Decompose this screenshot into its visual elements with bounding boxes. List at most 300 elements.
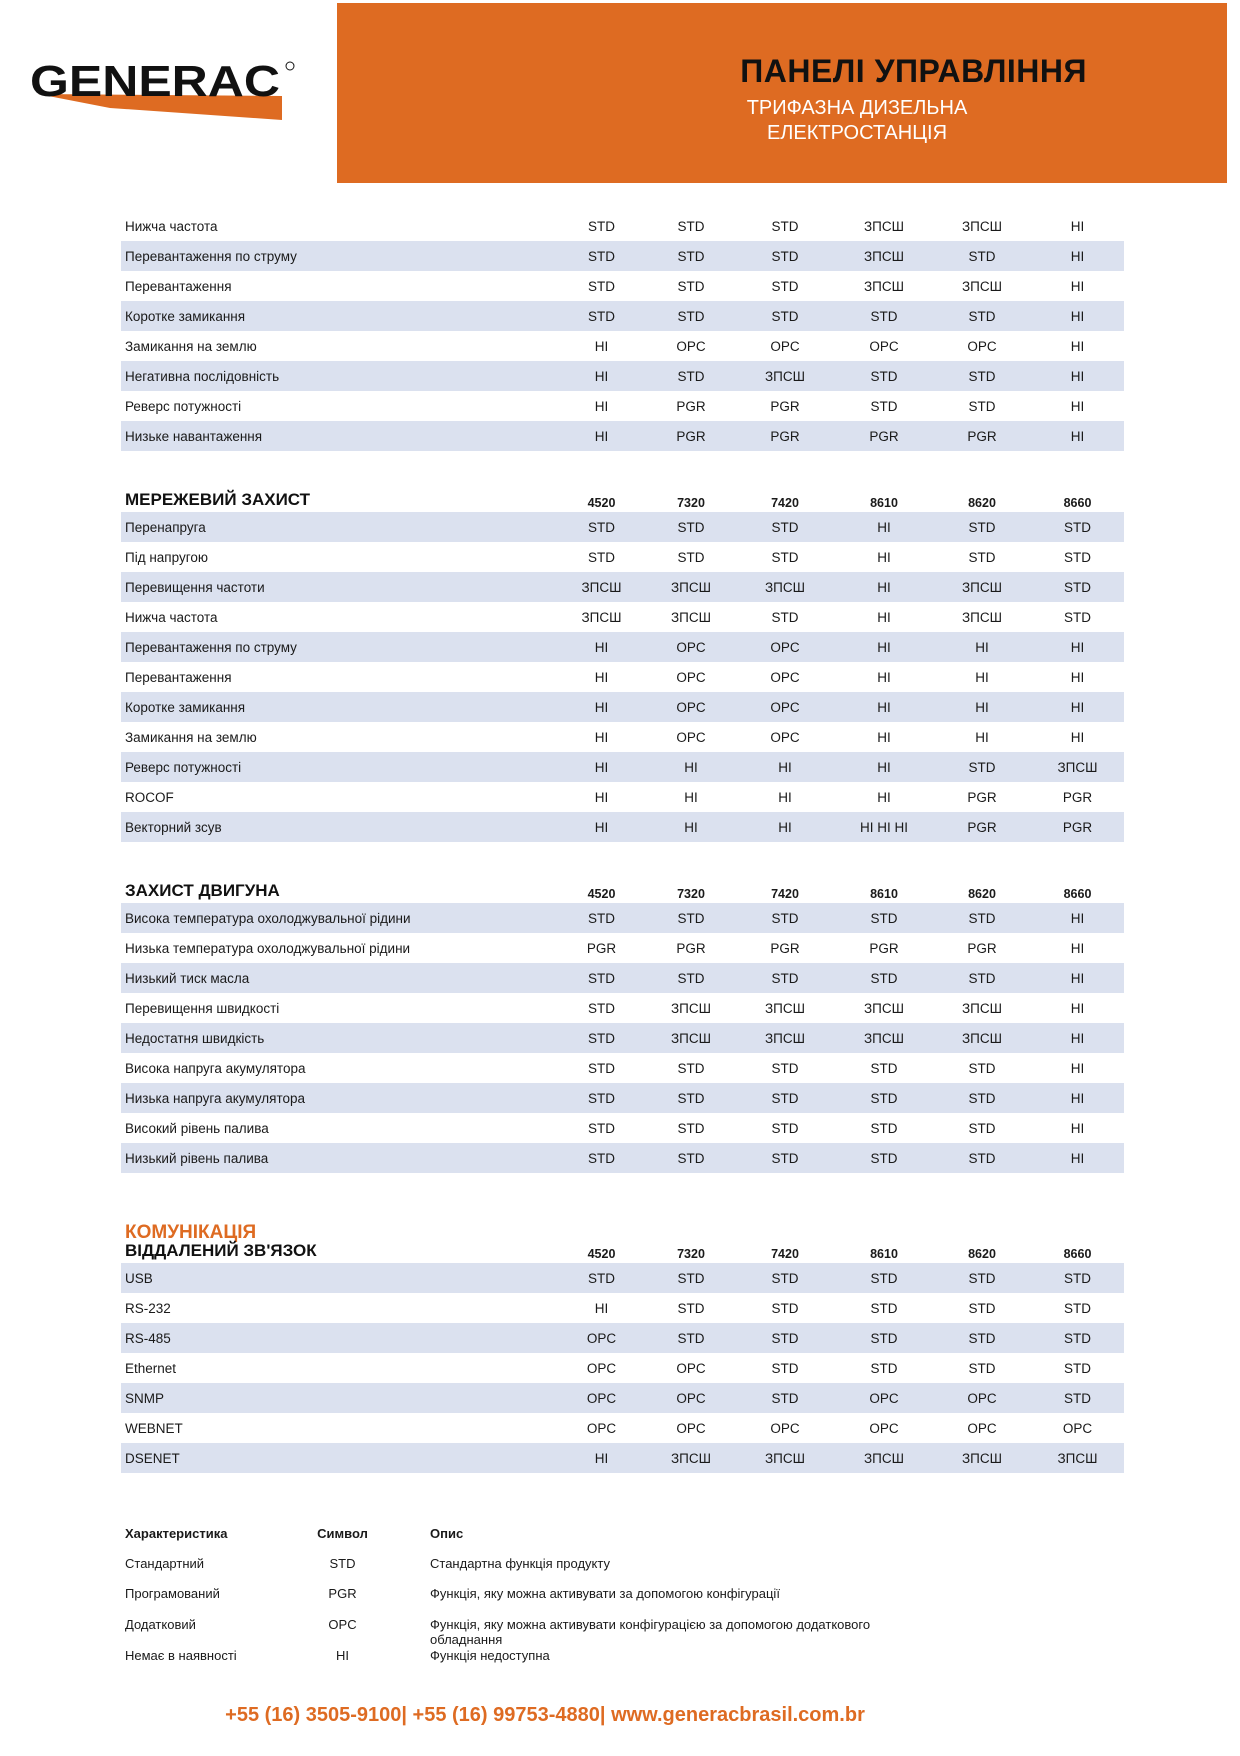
cell-value: STD — [968, 398, 996, 414]
cell-value: STD — [677, 519, 705, 535]
cell-value: STD — [870, 1060, 898, 1076]
cell-value: STD — [771, 910, 799, 926]
cell-value: STD — [870, 1330, 898, 1346]
table-row — [121, 211, 1124, 241]
cell-value: OPC — [676, 729, 706, 745]
cell-value: HI — [594, 428, 609, 444]
cell-value: STD — [588, 1150, 615, 1166]
row-label: Низький тиск масла — [125, 970, 250, 986]
model-header: 8660 — [1063, 496, 1092, 510]
cell-value: HI — [1070, 368, 1085, 384]
cell-value: STD — [588, 1030, 615, 1046]
cell-value: STD — [588, 1270, 615, 1286]
model-header: 8620 — [968, 1247, 996, 1261]
row-label: Коротке замикання — [125, 308, 246, 324]
cell-value: STD — [968, 759, 996, 775]
cell-value: ЗПСШ — [864, 1450, 904, 1466]
cell-value: STD — [968, 1300, 996, 1316]
row-label: Низька температура охолоджувальної рідини — [125, 940, 411, 956]
cell-value: STD — [968, 368, 996, 384]
cell-value: STD — [771, 248, 799, 264]
cell-value: HI — [877, 789, 891, 805]
legend-header-description: Опис — [430, 1526, 464, 1541]
row-label: SNMP — [125, 1390, 165, 1406]
cell-value: STD — [677, 368, 705, 384]
row-label: Реверс потужності — [125, 759, 242, 775]
table-row — [121, 993, 1124, 1023]
cell-value: ЗПСШ — [671, 609, 711, 625]
cell-value: STD — [771, 1390, 799, 1406]
cell-value: OPC — [967, 1390, 997, 1406]
row-label: Реверс потужності — [125, 398, 242, 414]
section-title: ВІДДАЛЕНИЙ ЗВ'ЯЗОК — [125, 1241, 317, 1260]
cell-value: HI — [877, 549, 891, 565]
row-label: WEBNET — [125, 1420, 183, 1436]
cell-value: STD — [968, 1060, 996, 1076]
cell-value: HI — [877, 579, 891, 595]
table-row — [121, 1293, 1124, 1323]
legend-description: Функція, яку можна активувати за допомогою конфігурації — [430, 1586, 780, 1601]
cell-value: ЗПСШ — [671, 1450, 711, 1466]
cell-value: HI — [684, 789, 698, 805]
table-row — [121, 1323, 1124, 1353]
table-row — [121, 662, 1124, 692]
engine-protection-table — [121, 875, 1124, 1173]
cell-value: STD — [870, 1270, 898, 1286]
cell-value: STD — [588, 1120, 615, 1136]
cell-value: ЗПСШ — [765, 1000, 805, 1016]
cell-value: STD — [771, 609, 799, 625]
cell-value: ЗПСШ — [1057, 1450, 1098, 1466]
cell-value: HI — [778, 759, 792, 775]
cell-value: STD — [968, 1120, 996, 1136]
row-label: Коротке замикання — [125, 699, 246, 715]
cell-value: OPC — [770, 699, 800, 715]
row-label: Нижча частота — [125, 218, 218, 234]
cell-value: STD — [1064, 1270, 1091, 1286]
cell-value: HI — [1070, 308, 1085, 324]
cell-value: ЗПСШ — [962, 1450, 1002, 1466]
table-header — [121, 875, 1124, 903]
cell-value: STD — [677, 1270, 705, 1286]
cell-value: STD — [968, 970, 996, 986]
cell-value: OPC — [1062, 1420, 1093, 1436]
cell-value: ЗПСШ — [864, 278, 904, 294]
cell-value: STD — [1064, 1360, 1091, 1376]
row-label: Нижча частота — [125, 609, 218, 625]
table-row — [121, 1383, 1124, 1413]
cell-value: STD — [870, 368, 898, 384]
cell-value: HI — [975, 699, 989, 715]
row-label: USB — [125, 1270, 153, 1286]
cell-value: ЗПСШ — [671, 1030, 711, 1046]
cell-value: PGR — [1062, 819, 1093, 835]
model-header: 7420 — [771, 1247, 799, 1261]
row-label: Негативна послідовність — [125, 368, 280, 384]
model-header: 4520 — [587, 887, 616, 901]
model-header: 8620 — [968, 496, 996, 510]
cell-value: HI HI HI — [859, 819, 908, 835]
cell-value: HI — [1070, 669, 1085, 685]
cell-value: HI — [1070, 970, 1085, 986]
section-title: ЗАХИСТ ДВИГУНА — [125, 881, 280, 900]
legend-symbol: STD — [329, 1556, 356, 1571]
cell-value: OPC — [869, 1390, 899, 1406]
cell-value: HI — [1070, 218, 1085, 234]
cell-value: STD — [771, 1300, 799, 1316]
model-header: 7420 — [771, 496, 799, 510]
cell-value: OPC — [869, 1420, 899, 1436]
cell-value: OPC — [586, 1390, 617, 1406]
cell-value: OPC — [770, 338, 800, 354]
table-row — [121, 1143, 1124, 1173]
page-subtitle-line1: ТРИФАЗНА ДИЗЕЛЬНА — [746, 97, 968, 119]
cell-value: STD — [588, 910, 615, 926]
cell-value: PGR — [676, 940, 706, 956]
table-row — [121, 391, 1124, 421]
table-header — [121, 1235, 1124, 1263]
cell-value: STD — [588, 549, 615, 565]
cell-value: HI — [1070, 1000, 1085, 1016]
cell-value: OPC — [676, 338, 706, 354]
cell-value: STD — [771, 970, 799, 986]
row-label: Замикання на землю — [125, 338, 257, 354]
legend-row — [125, 1586, 1025, 1617]
row-label: Перевантаження — [125, 669, 232, 685]
cell-value: STD — [968, 1360, 996, 1376]
row-label: Під напругою — [125, 549, 208, 565]
cell-value: PGR — [770, 398, 800, 414]
row-label: Ethernet — [125, 1360, 177, 1376]
cell-value: HI — [1070, 278, 1085, 294]
cell-value: STD — [1064, 609, 1091, 625]
cell-value: STD — [870, 398, 898, 414]
table-row — [121, 1413, 1124, 1443]
cell-value: HI — [594, 819, 609, 835]
cell-value: STD — [968, 549, 996, 565]
cell-value: STD — [968, 1270, 996, 1286]
cell-value: STD — [870, 970, 898, 986]
cell-value: STD — [968, 1090, 996, 1106]
cell-value: ЗПСШ — [864, 248, 904, 264]
cell-value: STD — [771, 1270, 799, 1286]
cell-value: HI — [778, 789, 792, 805]
table-row — [121, 241, 1124, 271]
cell-value: STD — [1064, 519, 1091, 535]
page-subtitle-line2: ЕЛЕКТРОСТАНЦІЯ — [766, 122, 948, 144]
cell-value: ЗПСШ — [765, 1450, 805, 1466]
cell-value: STD — [588, 308, 615, 324]
legend-row — [125, 1648, 1025, 1678]
cell-value: STD — [968, 1150, 996, 1166]
legend-symbol: PGR — [328, 1586, 357, 1601]
cell-value: OPC — [967, 1420, 997, 1436]
cell-value: HI — [684, 759, 698, 775]
generator-protection-table — [121, 211, 1124, 451]
cell-value: STD — [1064, 1300, 1091, 1316]
cell-value: HI — [778, 819, 792, 835]
cell-value: STD — [968, 519, 996, 535]
cell-value: ЗПСШ — [864, 218, 904, 234]
cell-value: OPC — [676, 1390, 706, 1406]
row-label: DSENET — [125, 1450, 180, 1466]
cell-value: STD — [870, 1090, 898, 1106]
cell-value: STD — [1064, 579, 1091, 595]
cell-value: PGR — [967, 819, 997, 835]
cell-value: STD — [968, 248, 996, 264]
cell-value: STD — [870, 1300, 898, 1316]
cell-value: OPC — [586, 1330, 617, 1346]
cell-value: ЗПСШ — [671, 1000, 711, 1016]
table-row — [121, 963, 1124, 993]
cell-value: STD — [771, 1330, 799, 1346]
cell-value: STD — [588, 519, 615, 535]
legend-header-symbol: Символ — [317, 1526, 368, 1541]
cell-value: STD — [677, 278, 705, 294]
cell-value: HI — [1070, 338, 1085, 354]
cell-value: STD — [588, 248, 615, 264]
cell-value: ЗПСШ — [962, 278, 1002, 294]
legend-row — [125, 1556, 1025, 1586]
table-row — [121, 1113, 1124, 1143]
table-row — [121, 782, 1124, 812]
cell-value: STD — [588, 1090, 615, 1106]
cell-value: HI — [877, 759, 891, 775]
row-label: Векторний зсув — [125, 819, 222, 835]
cell-value: STD — [588, 278, 615, 294]
row-label: RS-232 — [125, 1300, 171, 1316]
legend-feature: Додатковий — [125, 1617, 196, 1632]
table-row — [121, 421, 1124, 451]
cell-value: HI — [594, 699, 609, 715]
model-header: 7320 — [677, 1247, 705, 1261]
cell-value: ЗПСШ — [671, 579, 711, 595]
cell-value: STD — [968, 910, 996, 926]
cell-value: ЗПСШ — [962, 1000, 1002, 1016]
cell-value: STD — [771, 278, 799, 294]
cell-value: PGR — [676, 428, 706, 444]
cell-value: HI — [877, 669, 891, 685]
cell-value: STD — [870, 1360, 898, 1376]
model-header: 8610 — [870, 496, 898, 510]
model-header: 8610 — [870, 1247, 898, 1261]
cell-value: STD — [588, 1000, 615, 1016]
cell-value: STD — [1064, 549, 1091, 565]
communication-table — [121, 1235, 1124, 1473]
cell-value: PGR — [869, 428, 899, 444]
footer-contact: +55 (16) 3505-9100| +55 (16) 99753-4880| www.generacbrasil.com.br — [225, 1704, 865, 1726]
cell-value: HI — [877, 609, 891, 625]
cell-value: STD — [677, 308, 705, 324]
row-label: Низька напруга акумулятора — [125, 1090, 306, 1106]
cell-value: ЗПСШ — [765, 368, 805, 384]
table-row — [121, 692, 1124, 722]
model-header: 8620 — [968, 887, 996, 901]
cell-value: HI — [877, 699, 891, 715]
model-header: 8610 — [870, 887, 898, 901]
cell-value: OPC — [770, 729, 800, 745]
cell-value: STD — [677, 549, 705, 565]
cell-value: STD — [771, 1120, 799, 1136]
cell-value: HI — [1070, 940, 1085, 956]
cell-value: PGR — [770, 940, 800, 956]
cell-value: STD — [677, 1120, 705, 1136]
cell-value: HI — [975, 639, 989, 655]
header-banner — [337, 3, 1227, 183]
legend-description: Функція недоступна — [430, 1648, 550, 1663]
row-label: Перевантаження по струму — [125, 248, 297, 264]
row-label: Перевищення частоти — [125, 579, 265, 595]
model-header: 8660 — [1063, 1247, 1092, 1261]
legend-symbol: OPC — [328, 1617, 357, 1632]
cell-value: STD — [968, 1330, 996, 1346]
cell-value: HI — [975, 669, 989, 685]
table-row — [121, 1353, 1124, 1383]
cell-value: HI — [594, 789, 609, 805]
cell-value: ЗПСШ — [1057, 759, 1098, 775]
cell-value: STD — [677, 1090, 705, 1106]
table-row — [121, 1443, 1124, 1473]
row-label: Висока температура охолоджувальної рідини — [125, 910, 411, 926]
table-row — [121, 602, 1124, 632]
cell-value: PGR — [676, 398, 706, 414]
cell-value: ЗПСШ — [962, 579, 1002, 595]
cell-value: HI — [594, 1450, 609, 1466]
cell-value: STD — [677, 218, 705, 234]
legend-symbol: HI — [336, 1648, 349, 1663]
cell-value: HI — [594, 669, 609, 685]
cell-value: HI — [594, 398, 609, 414]
cell-value: ЗПСШ — [581, 609, 622, 625]
communication-section-title: КОМУНІКАЦІЯ — [125, 1222, 257, 1243]
row-label: Перевантаження — [125, 278, 232, 294]
table-row — [121, 752, 1124, 782]
table-row — [121, 1053, 1124, 1083]
legend-description: Стандартна функція продукту — [430, 1556, 610, 1571]
cell-value: HI — [877, 639, 891, 655]
cell-value: HI — [1070, 729, 1085, 745]
cell-value: PGR — [869, 940, 899, 956]
cell-value: STD — [968, 308, 996, 324]
cell-value: STD — [1064, 1330, 1091, 1346]
cell-value: ЗПСШ — [864, 1030, 904, 1046]
table-row — [121, 933, 1124, 963]
cell-value: STD — [1064, 1390, 1091, 1406]
table-row — [121, 301, 1124, 331]
grid-protection-table — [121, 484, 1124, 842]
cell-value: STD — [677, 248, 705, 264]
cell-value: HI — [684, 819, 698, 835]
model-header: 7320 — [677, 887, 705, 901]
table-row — [121, 1023, 1124, 1053]
row-label: Високий рівень палива — [125, 1120, 269, 1136]
row-label: Недостатня швидкість — [125, 1030, 265, 1046]
cell-value: HI — [594, 1300, 609, 1316]
row-label: RS-485 — [125, 1330, 171, 1346]
cell-value: STD — [588, 218, 615, 234]
row-label: Перенапруга — [125, 519, 206, 535]
table-row — [121, 542, 1124, 572]
cell-value: STD — [771, 218, 799, 234]
cell-value: HI — [1070, 428, 1085, 444]
model-header: 8660 — [1063, 887, 1092, 901]
cell-value: HI — [1070, 1150, 1085, 1166]
model-header: 7420 — [771, 887, 799, 901]
cell-value: STD — [677, 910, 705, 926]
generac-logo — [30, 58, 302, 124]
cell-value: OPC — [967, 338, 997, 354]
cell-value: OPC — [770, 1420, 800, 1436]
cell-value: STD — [771, 308, 799, 324]
cell-value: PGR — [770, 428, 800, 444]
cell-value: STD — [870, 1150, 898, 1166]
table-row — [121, 1263, 1124, 1293]
cell-value: ЗПСШ — [962, 609, 1002, 625]
legend-header-feature: Характеристика — [125, 1526, 228, 1541]
cell-value: PGR — [1062, 789, 1093, 805]
cell-value: PGR — [967, 428, 997, 444]
cell-value: HI — [1070, 1090, 1085, 1106]
cell-value: ЗПСШ — [581, 579, 622, 595]
cell-value: OPC — [676, 1360, 706, 1376]
cell-value: OPC — [676, 1420, 706, 1436]
brand-wordmark: GENERAC — [30, 58, 280, 106]
cell-value: HI — [1070, 699, 1085, 715]
table-row — [121, 512, 1124, 542]
cell-value: STD — [771, 1150, 799, 1166]
table-header — [121, 484, 1124, 512]
legend-header — [125, 1526, 1025, 1556]
legend — [125, 1526, 1025, 1678]
cell-value: STD — [588, 970, 615, 986]
cell-value: OPC — [770, 639, 800, 655]
table-row — [121, 271, 1124, 301]
cell-value: ЗПСШ — [864, 1000, 904, 1016]
cell-value: STD — [771, 1090, 799, 1106]
cell-value: HI — [1070, 1030, 1085, 1046]
row-label: Низький рівень палива — [125, 1150, 269, 1166]
cell-value: OPC — [676, 669, 706, 685]
model-header: 7320 — [677, 496, 705, 510]
legend-row — [125, 1617, 1025, 1648]
cell-value: STD — [771, 1360, 799, 1376]
table-row — [121, 722, 1124, 752]
cell-value: HI — [1070, 639, 1085, 655]
row-label: Висока напруга акумулятора — [125, 1060, 306, 1076]
cell-value: PGR — [967, 940, 997, 956]
cell-value: STD — [677, 1150, 705, 1166]
cell-value: STD — [771, 1060, 799, 1076]
row-label: ROCOF — [125, 789, 174, 805]
cell-value: OPC — [770, 669, 800, 685]
cell-value: HI — [1070, 910, 1085, 926]
cell-value: ЗПСШ — [765, 579, 805, 595]
table-row — [121, 361, 1124, 391]
table-row — [121, 903, 1124, 933]
row-label: Замикання на землю — [125, 729, 257, 745]
cell-value: STD — [771, 549, 799, 565]
cell-value: STD — [771, 519, 799, 535]
model-header: 4520 — [587, 496, 616, 510]
page-title: ПАНЕЛІ УПРАВЛІННЯ — [740, 53, 1087, 89]
cell-value: OPC — [676, 639, 706, 655]
cell-value: PGR — [586, 940, 617, 956]
cell-value: STD — [677, 1330, 705, 1346]
cell-value: ЗПСШ — [765, 1030, 805, 1046]
table-row — [121, 331, 1124, 361]
cell-value: HI — [1070, 398, 1085, 414]
cell-value: HI — [975, 729, 989, 745]
